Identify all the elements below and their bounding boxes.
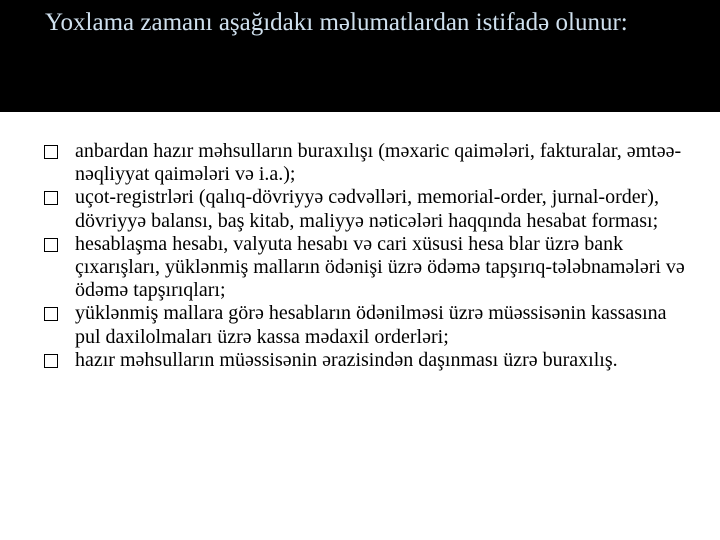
bullet-list <box>44 140 694 372</box>
hollow-square-bullet-icon <box>44 191 58 205</box>
list-item <box>44 302 694 348</box>
list-item-text: uçot-registrləri (qalıq-dövriyyə cədvəlləri, memorial-order, jurnal-order), dövriyyə balansı, baş kitab, maliyyə nəticələri haqqında hesabat forması; <box>75 186 659 232</box>
hollow-square-bullet-icon <box>44 145 58 159</box>
list-item-text: hazır məhsulların müəssisənin ərazisindən daşınması üzrə buraxılış. <box>75 348 618 371</box>
hollow-square-bullet-icon <box>44 307 58 321</box>
list-item-text: hesablaşma hesabı, valyuta hesabı və cari xüsusi hesa blar üzrə bank çıxarışları, yüklənmiş malların ödənişi üzrə ödəmə tapşırıq-tələbnamələri və ödəmə tapşırıqları; <box>75 232 685 302</box>
hollow-square-bullet-icon <box>44 354 58 368</box>
title-bar <box>0 0 720 112</box>
list-item <box>44 186 694 232</box>
slide-title: Yoxlama zamanı aşağıdakı məlumatlardan istifadə olunur: <box>45 9 628 36</box>
list-item-text: yüklənmiş mallara görə hesabların ödənilməsi üzrə müəssisənin kassasına pul daxilolmaları üzrə kassa mədaxil orderləri; <box>75 302 667 348</box>
list-item <box>44 233 694 303</box>
list-item-text: anbardan hazır məhsulların buraxılışı (məxaric qaimələri, fakturalar, əmtəə-nəqliyyat qaimələri və i.a.); <box>75 140 682 186</box>
list-item <box>44 140 694 186</box>
list-item <box>44 349 694 372</box>
hollow-square-bullet-icon <box>44 238 58 252</box>
